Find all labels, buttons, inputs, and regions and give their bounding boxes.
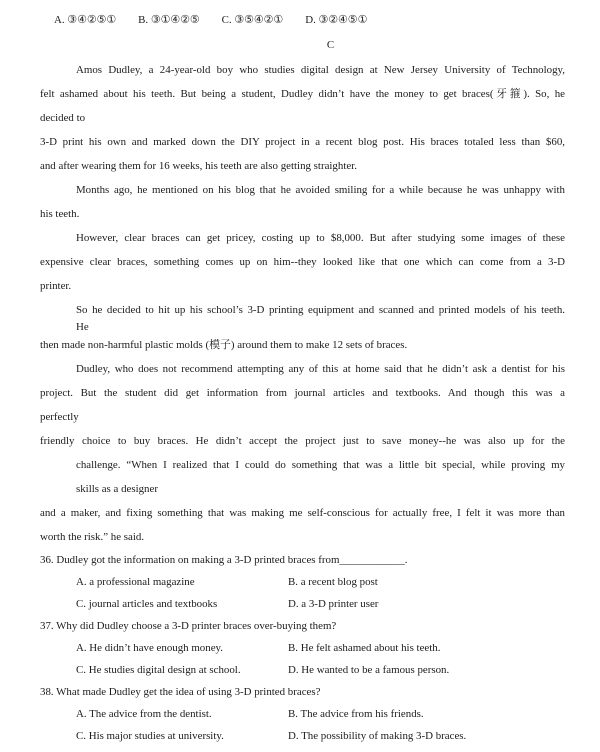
passage-line: 3-D print his own and marked down the DIY project in a recent blog post. His braces totaled less than $60, <box>40 136 565 148</box>
passage-line: his teeth. <box>40 208 80 220</box>
option-row <box>40 571 565 593</box>
passage-line: perfectly <box>40 411 79 423</box>
question-stem: 38. What made Dudley get the idea of using 3-D printed braces? <box>40 686 321 698</box>
option-a: A. a professional magazine <box>76 576 195 588</box>
sequence-option-a: A. ③④②⑤① <box>54 14 117 26</box>
sequence-options-row <box>40 8 565 32</box>
option-row <box>40 659 565 681</box>
option-c: C. He studies digital design at school. <box>76 664 241 676</box>
option-c: C. journal articles and textbooks <box>76 598 218 610</box>
passage-line: and after wearing them for 16 weeks, his teeth are also getting straighter. <box>40 160 357 172</box>
passage-line: However, clear braces can get pricey, costing up to $8,000. But after studying some images of these <box>76 232 565 244</box>
passage-line: challenge. “When I realized that I could do something that was a little bit special, while proving my <box>76 459 565 471</box>
sequence-option-d: D. ③②④⑤① <box>305 14 368 26</box>
passage-line: expensive clear braces, something comes up on him--they looked like that one which can come from a 3-D <box>40 256 565 268</box>
passage-line: then made non-harmful plastic molds (模子) around them to make 12 sets of braces. <box>40 339 408 351</box>
passage-line: So he decided to hit up his school’s 3-D printing equipment and scanned and printed models of his teeth. <box>76 304 565 316</box>
option-row <box>40 637 565 659</box>
passage-line: Months ago, he mentioned on his blog that he avoided smiling for a while because he was unhappy with <box>76 184 565 196</box>
option-d: D. a 3-D printer user <box>288 598 379 610</box>
passage-line: felt ashamed about his teeth. But being a student, Dudley didn’t have the money to get braces(牙箍). So, he <box>40 88 565 100</box>
passage-line: skills as a designer <box>76 483 158 495</box>
option-row <box>40 593 565 615</box>
option-row <box>40 703 565 725</box>
passage-line: decided to <box>40 112 86 124</box>
option-d: D. The possibility of making 3-D braces. <box>288 730 467 742</box>
passage-line: friendly choice to buy braces. He didn’t accept the project just to save money--he was also up for the <box>40 435 565 447</box>
question-stem: 36. Dudley got the information on making a 3-D printed braces from____________. <box>40 554 408 566</box>
answer-key: C <box>326 39 335 51</box>
sequence-option-c: C. ③⑤④②① <box>221 14 284 26</box>
question-stem: 37. Why did Dudley choose a 3-D printer braces over-buying them? <box>40 620 337 632</box>
passage-line: Dudley, who does not recommend attempting any of this at home said that he didn’t ask a dentist for his <box>76 363 565 375</box>
option-a: A. The advice from the dentist. <box>76 708 212 720</box>
passage-line: worth the risk.” he said. <box>40 531 145 543</box>
option-b: B. The advice from his friends. <box>288 708 424 720</box>
option-a: A. He didn’t have enough money. <box>76 642 223 654</box>
question-37 <box>40 615 565 681</box>
option-row <box>40 725 565 747</box>
option-d: D. He wanted to be a famous person. <box>288 664 450 676</box>
passage-line: He <box>76 321 89 333</box>
question-36 <box>40 549 565 615</box>
passage-line: and a maker, and fixing something that was making me self-conscious for actually free, I felt it was more than <box>40 507 565 519</box>
option-b: B. He felt ashamed about his teeth. <box>288 642 441 654</box>
passage-line: project. But the student did get information from journal articles and textbooks. And though this was a <box>40 387 565 399</box>
sequence-option-b: B. ③①④②⑤ <box>138 14 200 26</box>
passage <box>40 58 565 549</box>
question-38 <box>40 681 565 747</box>
passage-line: printer. <box>40 280 72 292</box>
passage-line: Amos Dudley, a 24-year-old boy who studies digital design at New Jersey University of Technology, <box>76 64 565 76</box>
option-c: C. His major studies at university. <box>76 730 224 742</box>
option-b: B. a recent blog post <box>288 576 378 588</box>
